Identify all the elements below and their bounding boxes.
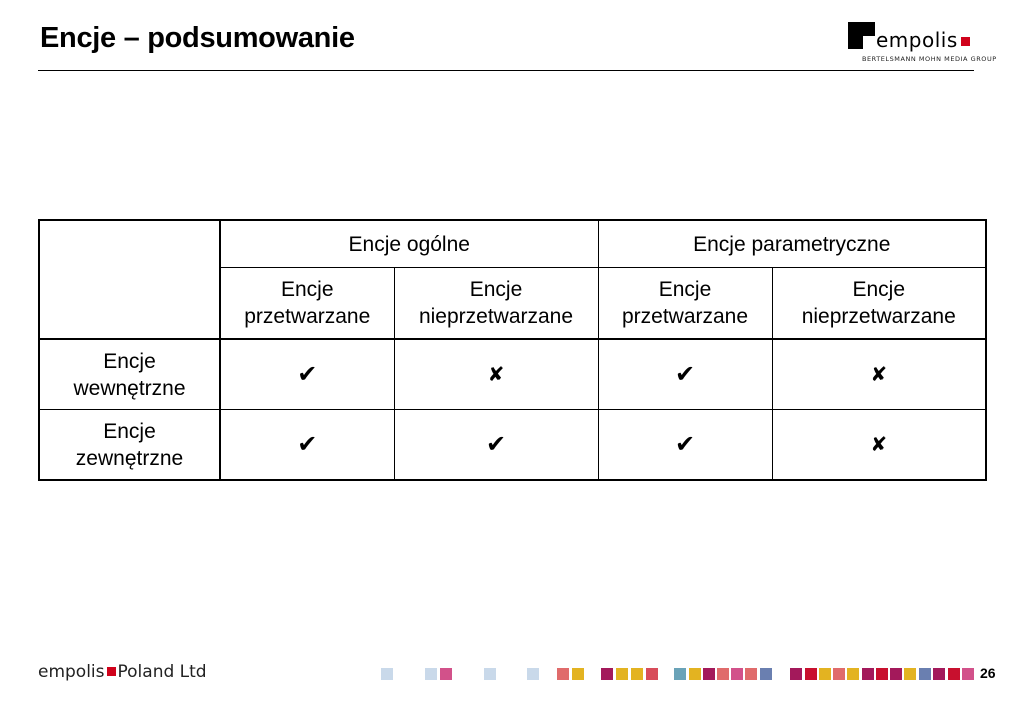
value-cell (772, 410, 986, 481)
footer-color-square (876, 668, 888, 680)
row-label-line: zewnętrzne (75, 446, 184, 470)
subheader-line: Encje (469, 278, 523, 301)
title-divider (38, 70, 974, 71)
footer-color-square (890, 668, 902, 680)
footer-color-square (962, 668, 974, 680)
footer-logo-word: empolis (38, 662, 105, 682)
subheader-cell (220, 268, 394, 340)
subheader-line: Encje (658, 278, 712, 301)
corner-cell (39, 220, 220, 339)
row-label-line: Encje (103, 419, 156, 443)
value-cell (772, 339, 986, 410)
footer-color-square (919, 668, 931, 680)
footer-color-square (484, 668, 496, 680)
check-icon: ✔ (297, 359, 318, 388)
subheader-line: nieprzetwarzane (418, 305, 574, 328)
footer-color-square (731, 668, 743, 680)
subheader-cell (598, 268, 772, 340)
slide-title: Encje – podsumowanie (40, 22, 355, 54)
footer-color-square (717, 668, 729, 680)
footer-color-square (616, 668, 628, 680)
logo-wordmark (876, 29, 970, 51)
footer-color-square (933, 668, 945, 680)
empolis-logo (848, 22, 997, 66)
footer-color-square (674, 668, 686, 680)
footer-logo (38, 662, 207, 682)
group-header-parametric: Encje parametryczne (598, 220, 986, 268)
footer-color-square (819, 668, 831, 680)
cross-icon: ✘ (870, 362, 888, 386)
value-cell (220, 410, 394, 481)
footer-color-square (440, 668, 452, 680)
check-icon: ✔ (674, 359, 696, 388)
footer-color-square (790, 668, 802, 680)
subheader-line: Encje (852, 278, 906, 301)
footer-color-square (646, 668, 658, 680)
logo-word-text: empolis (876, 28, 958, 52)
summary-table (38, 219, 987, 481)
footer-color-square (805, 668, 817, 680)
check-icon: ✔ (674, 429, 696, 458)
subheader-cell (394, 268, 598, 340)
cross-icon: ✘ (487, 362, 505, 386)
footer-color-square (745, 668, 757, 680)
page-number: 26 (980, 665, 996, 681)
row-label-line: Encje (103, 349, 156, 373)
value-cell (598, 339, 772, 410)
footer-color-square (381, 668, 393, 680)
value-cell (394, 410, 598, 481)
footer-color-square (904, 668, 916, 680)
check-icon: ✔ (485, 429, 507, 458)
subheader-line: przetwarzane (621, 305, 749, 328)
subheader-line: przetwarzane (244, 305, 371, 328)
value-cell (394, 339, 598, 410)
logo-red-square (961, 37, 970, 46)
footer-color-square (557, 668, 569, 680)
value-cell (220, 339, 394, 410)
footer-red-square (107, 667, 116, 676)
subheader-line: Encje (280, 278, 334, 301)
check-icon: ✔ (297, 429, 318, 458)
footer-color-square (527, 668, 539, 680)
group-header-general: Encje ogólne (220, 220, 598, 268)
footer-color-square (425, 668, 437, 680)
footer-color-square (631, 668, 643, 680)
footer-color-square (689, 668, 701, 680)
footer-color-square (862, 668, 874, 680)
footer-color-square (847, 668, 859, 680)
row-label-internal (39, 339, 220, 410)
footer-color-square (703, 668, 715, 680)
subheader-line: nieprzetwarzane (801, 305, 956, 328)
logo-mark-notch (863, 36, 875, 49)
footer-logo-suffix: Poland Ltd (117, 662, 207, 682)
cross-icon: ✘ (870, 432, 888, 456)
footer-color-square (760, 668, 772, 680)
footer-color-square (948, 668, 960, 680)
row-label-line: wewnętrzne (73, 376, 186, 400)
subheader-cell (772, 268, 986, 340)
footer-color-square (601, 668, 613, 680)
value-cell (598, 410, 772, 481)
footer-color-square (572, 668, 584, 680)
row-label-external (39, 410, 220, 481)
logo-subtitle: BERTELSMANN MOHN MEDIA GROUP (862, 55, 997, 63)
footer-color-square (833, 668, 845, 680)
